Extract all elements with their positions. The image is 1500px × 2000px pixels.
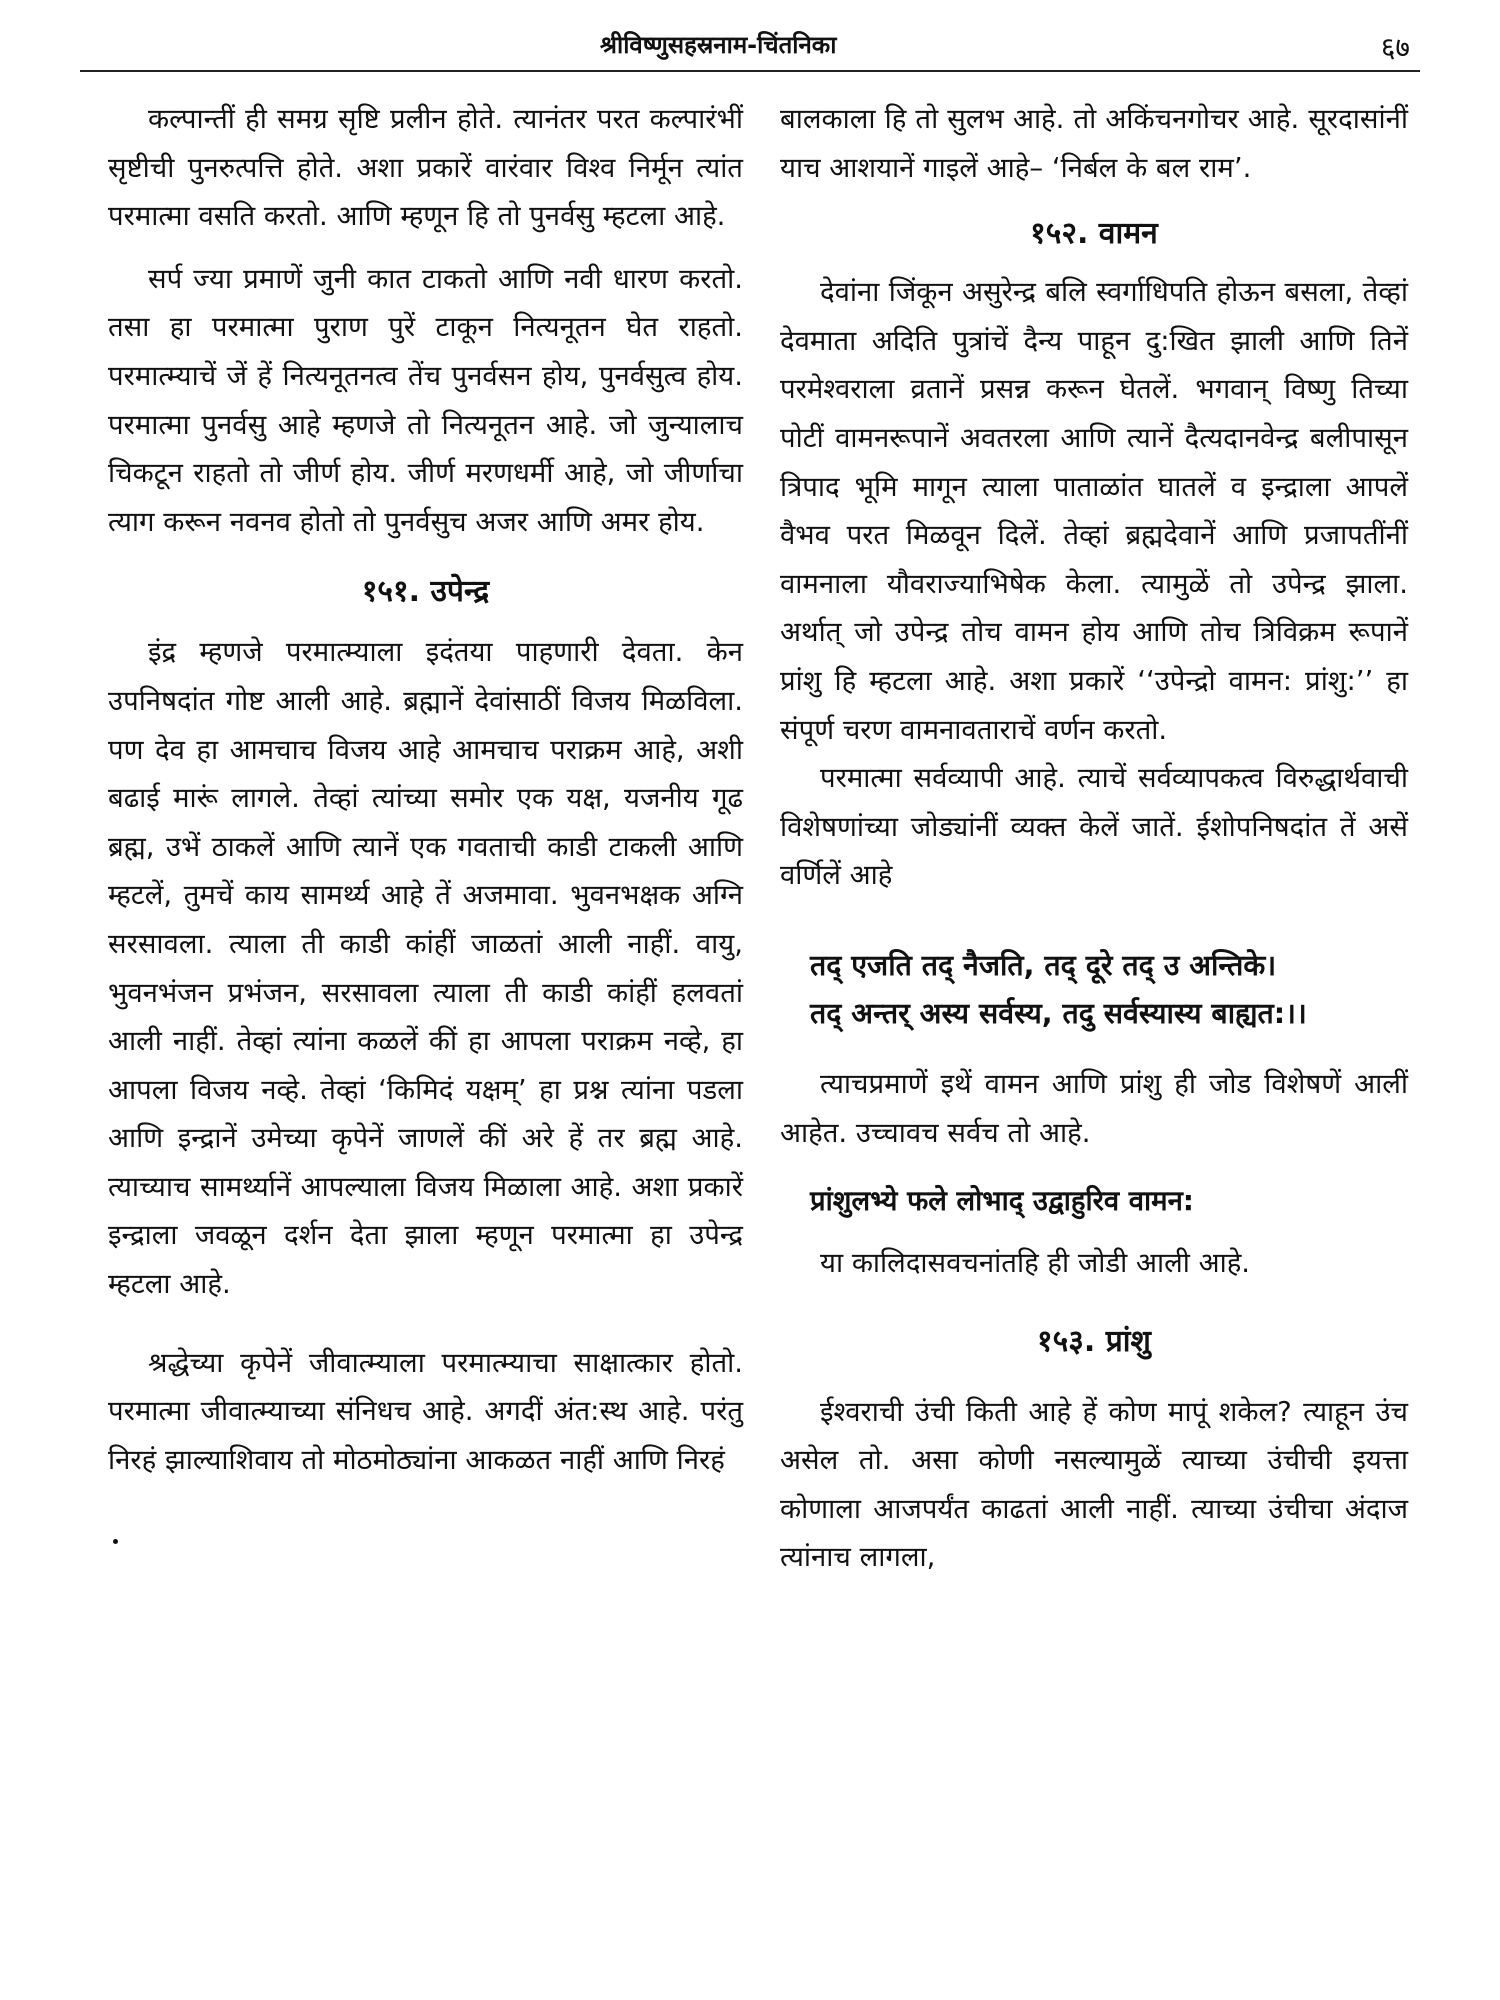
paragraph-upendra-1: इंद्र म्हणजे परमात्म्याला इदंतया पाहणारी देवता. केन उपनिषदांत गोष्ट आली आहे. ब्रह्मानें देवांसाठीं विजय मिळविला. पण देव हा आमचाच विजय आहे आमचाच पराक्रम आहे, अशी बढाई मारूं लागले. तेव्हां त्यांच्या समोर एक यक्ष, यजनीय गूढ ब्रह्म, उभें ठाकलें आणि त्यानें एक गवताची काडी टाकली आणि म्हटलें, तुमचें काय सामर्थ्य आहे तें अजमावा. भुवनभक्षक अग्नि सरसावला. त्याला ती काडी कांहीं जाळतां आली नाहीं. वायु, भुवनभंजन प्रभंजन, सरसावला त्याला ती काडी कांहीं हलवतां आली नाहीं. तेव्हां त्यांना कळलें कीं हा आपला पराक्रम नव्हे, हा आपला विजय नव्हे. तेव्हां ‘किमिदं यक्षम्’ हा प्रश्न त्यांना पडला आणि इन्द्रानें उमेच्या कृपेनें जाणलें कीं अरे हें तर ब्रह्म आहे. त्याच्याच सामर्थ्यानें आपल्याला विजय मिळाला आहे. अशा प्रकारें इन्द्राला जवळून दर्शन देता झाला म्हणून परमात्मा हा उपेन्द्र म्हटला आहे. <box>108 636 744 1301</box>
stray-dot <box>113 1539 118 1544</box>
paragraph-vaman-4: या कालिदासवचनांतहि ही जोडी आली आहे. <box>820 1247 1251 1280</box>
running-title: श्रीविष्णुसहस्रनाम-चिंतनिका <box>600 31 837 59</box>
verse-line: तद् अन्तर् अस्य सर्वस्य, तदु सर्वस्यास्य बाह्यत:।। <box>810 996 1307 1030</box>
paragraph-upendra-2: श्रद्धेच्या कृपेनें जीवात्म्याला परमात्म्याचा साक्षात्कार होतो. परमात्मा जीवात्म्याच्या संनिधच आहे. अगदीं अंत:स्थ आहे. परंतु निरहं झाल्याशिवाय तो मोठमोठ्यांना आकळत नाहीं आणि निरहं <box>108 1346 743 1476</box>
section-heading-upendra: १५१. उपेन्द्र <box>361 574 490 610</box>
paragraph-pranshu-1: ईश्वराची उंची किती आहे हें कोण मापूं शकेल? त्याहून उंच असेल तो. असा कोणी नसल्यामुळें त्याच्या उंचीची इयत्ता कोणाला आजपर्यंत काढतां आली नाहीं. त्याच्या उंचीचा अंदाज त्यांनाच लागला, <box>780 1395 1408 1574</box>
paragraph-vaman-2: परमात्मा सर्वव्यापी आहे. त्याचें सर्वव्यापकत्व विरुद्धार्थवाची विशेषणांच्या जोड्यांनीं व्यक्त केलें जातें. ईशोपनिषदांत तें असें वर्णिलें आहे <box>780 762 1408 892</box>
page-number: ६७ <box>1380 31 1410 64</box>
verse-block <box>780 942 1408 1038</box>
right-column <box>780 95 1408 1582</box>
kalidasa-quote: प्रांशुलभ्ये फले लोभाद् उद्वाहुरिव वामन: <box>810 1185 1194 1218</box>
header-rule <box>80 70 1420 72</box>
verse-line: तद् एजति तद् नैजति, तद् दूरे तद् उ अन्तिके। <box>810 948 1277 982</box>
page-header <box>80 28 1420 68</box>
section-heading-vaman: १५२. वामन <box>1030 216 1158 252</box>
paragraph-punarvasu-1: कल्पान्तीं ही समग्र सृष्टि प्रलीन होते. त्यानंतर परत कल्पारंभीं सृष्टीची पुनरुत्पत्ति होते. अशा प्रकारें वारंवार विश्व निर्मून त्यांत परमात्मा वसति करतो. आणि म्हणून हि तो पुनर्वसु म्हटला आहे. <box>108 103 743 233</box>
paragraph-vaman-3: त्याचप्रमाणें इथें वामन आणि प्रांशु ही जोड विशेषणें आलीं आहेत. उच्चावच सर्वच तो आहे. <box>780 1067 1408 1149</box>
paragraph-punarvasu-2: सर्प ज्या प्रमाणें जुनी कात टाकतो आणि नवी धारण करतो. तसा हा परमात्मा पुराण पुरें टाकून नित्यनूतन घेत राहतो. परमात्म्याचें जें हें नित्यनूतनत्व तेंच पुनर्वसन होय, पुनर्वसुत्व होय. परमात्मा पुनर्वसु आहे म्हणजे तो नित्यनूतन आहे. जो जुन्यालाच चिकटून राहतो तो जीर्ण होय. जीर्ण मरणधर्मी आहे, जो जीर्णाचा त्याग करून नवनव होतो तो पुनर्वसुच अजर आणि अमर होय. <box>108 262 743 538</box>
section-heading-pranshu: १५३. प्रांशु <box>1037 1323 1151 1359</box>
paragraph-vaman-1: देवांना जिंकून असुरेन्द्र बलि स्वर्गाधिपति होऊन बसला, तेव्हां देवमाता अदिति पुत्रांचें दैन्य पाहून दु:खित झाली आणि तिनें परमेश्वराला व्रतानें प्रसन्न करून घेतलें. भगवान् विष्णु तिच्या पोटीं वामनरूपानें अवतरला आणि त्यानें दैत्यदानवेन्द्र बलीपासून त्रिपाद भूमि मागून त्याला पाताळांत घातलें व इन्द्राला आपलें वैभव परत मिळवून दिलें. तेव्हां ब्रह्मदेवानें आणि प्रजापतींनीं वामनाला यौवराज्याभिषेक केला. त्यामुळें तो उपेन्द्र झाला. अर्थात् जो उपेन्द्र तोच वामन होय आणि तोच त्रिविक्रम रूपानें प्रांशु हि म्हटला आहे. अशा प्रकारें ‘‘उपेन्द्रो वामन: प्रांशु:’’ हा संपूर्ण चरण वामनावताराचें वर्णन करतो. <box>780 276 1408 746</box>
paragraph-continued: बालकाला हि तो सुलभ आहे. तो अकिंचनगोचर आहे. सूरदासांनीं याच आशयानें गाइलें आहे– ‘निर्बल के बल राम’. <box>780 103 1408 184</box>
left-column <box>108 95 743 1484</box>
